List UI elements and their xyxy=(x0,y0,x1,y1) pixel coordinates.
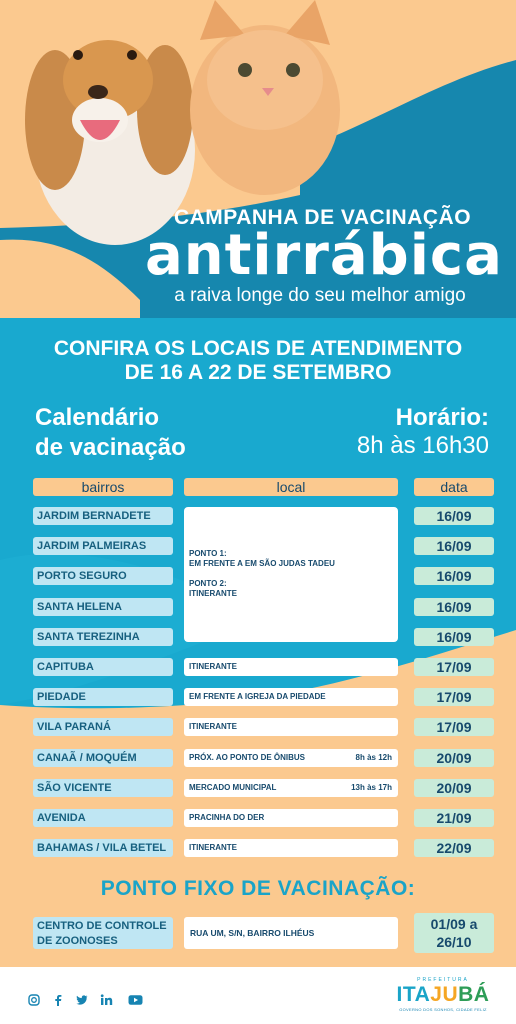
table-row-date: 17/09 xyxy=(414,658,494,676)
table-row-date: 20/09 xyxy=(414,749,494,767)
logo-tagline: GOVERNO DOS SONHOS, CIDADE FELIZ xyxy=(399,1007,487,1012)
table-row-date: 16/09 xyxy=(414,598,494,616)
table-row-bairro: SANTA HELENA xyxy=(33,598,173,616)
table-row-local xyxy=(184,809,398,827)
table-row-local-text: ITINERANTE xyxy=(189,722,237,731)
table-row-date: 16/09 xyxy=(414,537,494,555)
instagram-icon[interactable] xyxy=(28,994,40,1006)
fixed-point-address: RUA UM, S/N, BAIRRO ILHÉUS xyxy=(184,917,398,949)
announcement xyxy=(0,337,516,385)
fixed-point-title: PONTO FIXO DE VACINAÇÃO: xyxy=(100,877,416,900)
shared-local-line-1: PONTO 1: xyxy=(189,549,227,558)
table-row-local-text: ITINERANTE xyxy=(189,843,237,852)
table-row-local-text: PRACINHA DO DER xyxy=(189,813,265,822)
shared-local-line-2: EM FRENTE A EM SÃO JUDAS TADEU xyxy=(189,559,335,568)
table-row-date: 21/09 xyxy=(414,809,494,827)
table-row-bairro: PORTO SEGURO xyxy=(33,567,173,585)
table-row-date: 16/09 xyxy=(414,507,494,525)
fixed-point-date-line-1: 01/09 a xyxy=(430,916,478,932)
table-row-hours: 13h às 17h xyxy=(351,783,392,792)
table-row-local xyxy=(184,718,398,736)
table-row-date: 16/09 xyxy=(414,567,494,585)
calendar-title-line-1: Calendário xyxy=(35,404,160,431)
table-row-bairro: VILA PARANÁ xyxy=(33,718,173,736)
logo-prefeitura: PREFEITURA xyxy=(417,977,469,983)
twitter-icon[interactable] xyxy=(76,994,88,1006)
campaign-main-title: antirrábica xyxy=(145,223,503,288)
campaign-title: CAMPANHA DE VACINAÇÃO xyxy=(173,206,472,229)
shared-local-line-4: ITINERANTE xyxy=(189,589,237,598)
table-row-local xyxy=(184,839,398,857)
table-row-local xyxy=(184,749,398,767)
table-row-local-text: EM FRENTE A IGREJA DA PIEDADE xyxy=(189,692,326,701)
column-header-bairros: bairros xyxy=(33,478,173,496)
calendar-title-line-2: de vacinação xyxy=(35,434,186,461)
shared-local-line-3: PONTO 2: xyxy=(189,579,227,588)
table-row-date: 17/09 xyxy=(414,718,494,736)
campaign-tagline: a raiva longe do seu melhor amigo xyxy=(174,285,466,306)
table-row-date: 16/09 xyxy=(414,628,494,646)
column-header-data: data xyxy=(414,478,494,496)
youtube-icon[interactable] xyxy=(128,994,143,1006)
table-row-local-text: MERCADO MUNICIPAL xyxy=(189,783,277,792)
fixed-point-dates xyxy=(414,913,494,953)
table-row-local xyxy=(184,688,398,706)
announcement-line-1: CONFIRA OS LOCAIS DE ATENDIMENTO xyxy=(53,337,463,360)
table-row-local-text: ITINERANTE xyxy=(189,662,237,671)
fixed-point-name-line-1: CENTRO DE CONTROLE xyxy=(37,920,167,932)
table-row-bairro: CANAÃ / MOQUÉM xyxy=(33,749,173,767)
calendar-title xyxy=(35,403,186,463)
table-row-local xyxy=(184,779,398,797)
table-row-hours: 8h às 12h xyxy=(355,753,392,762)
shared-local-box xyxy=(184,507,398,642)
linkedin-icon[interactable] xyxy=(100,994,114,1006)
table-row-date: 17/09 xyxy=(414,688,494,706)
table-row-bairro: CAPITUBA xyxy=(33,658,173,676)
table-row-bairro: PIEDADE xyxy=(33,688,173,706)
table-row-local xyxy=(184,658,398,676)
table-row-local-text: PRÓX. AO PONTO DE ÔNIBUS xyxy=(189,753,306,762)
table-row-bairro: BAHAMAS / VILA BETEL xyxy=(33,839,173,857)
logo-itajuba: ITAJUBÁ xyxy=(396,983,490,1006)
table-row-date: 20/09 xyxy=(414,779,494,797)
fixed-point-date-line-2: 26/10 xyxy=(436,934,472,950)
hours-label: Horário: xyxy=(395,404,489,431)
column-header-local: local xyxy=(184,478,398,496)
table-row-bairro: JARDIM BERNADETE xyxy=(33,507,173,525)
table-row-bairro: SANTA TEREZINHA xyxy=(33,628,173,646)
table-row-bairro: AVENIDA xyxy=(33,809,173,827)
table-row-date: 22/09 xyxy=(414,839,494,857)
hours-value: 8h às 16h30 xyxy=(356,432,489,459)
table-row-bairro: SÃO VICENTE xyxy=(33,779,173,797)
announcement-line-2: DE 16 A 22 DE SETEMBRO xyxy=(124,361,392,384)
fixed-point-name xyxy=(33,917,173,949)
fixed-point-name-line-2: DE ZOONOSES xyxy=(37,935,118,947)
facebook-icon[interactable] xyxy=(52,994,64,1006)
table-row-bairro: JARDIM PALMEIRAS xyxy=(33,537,173,555)
